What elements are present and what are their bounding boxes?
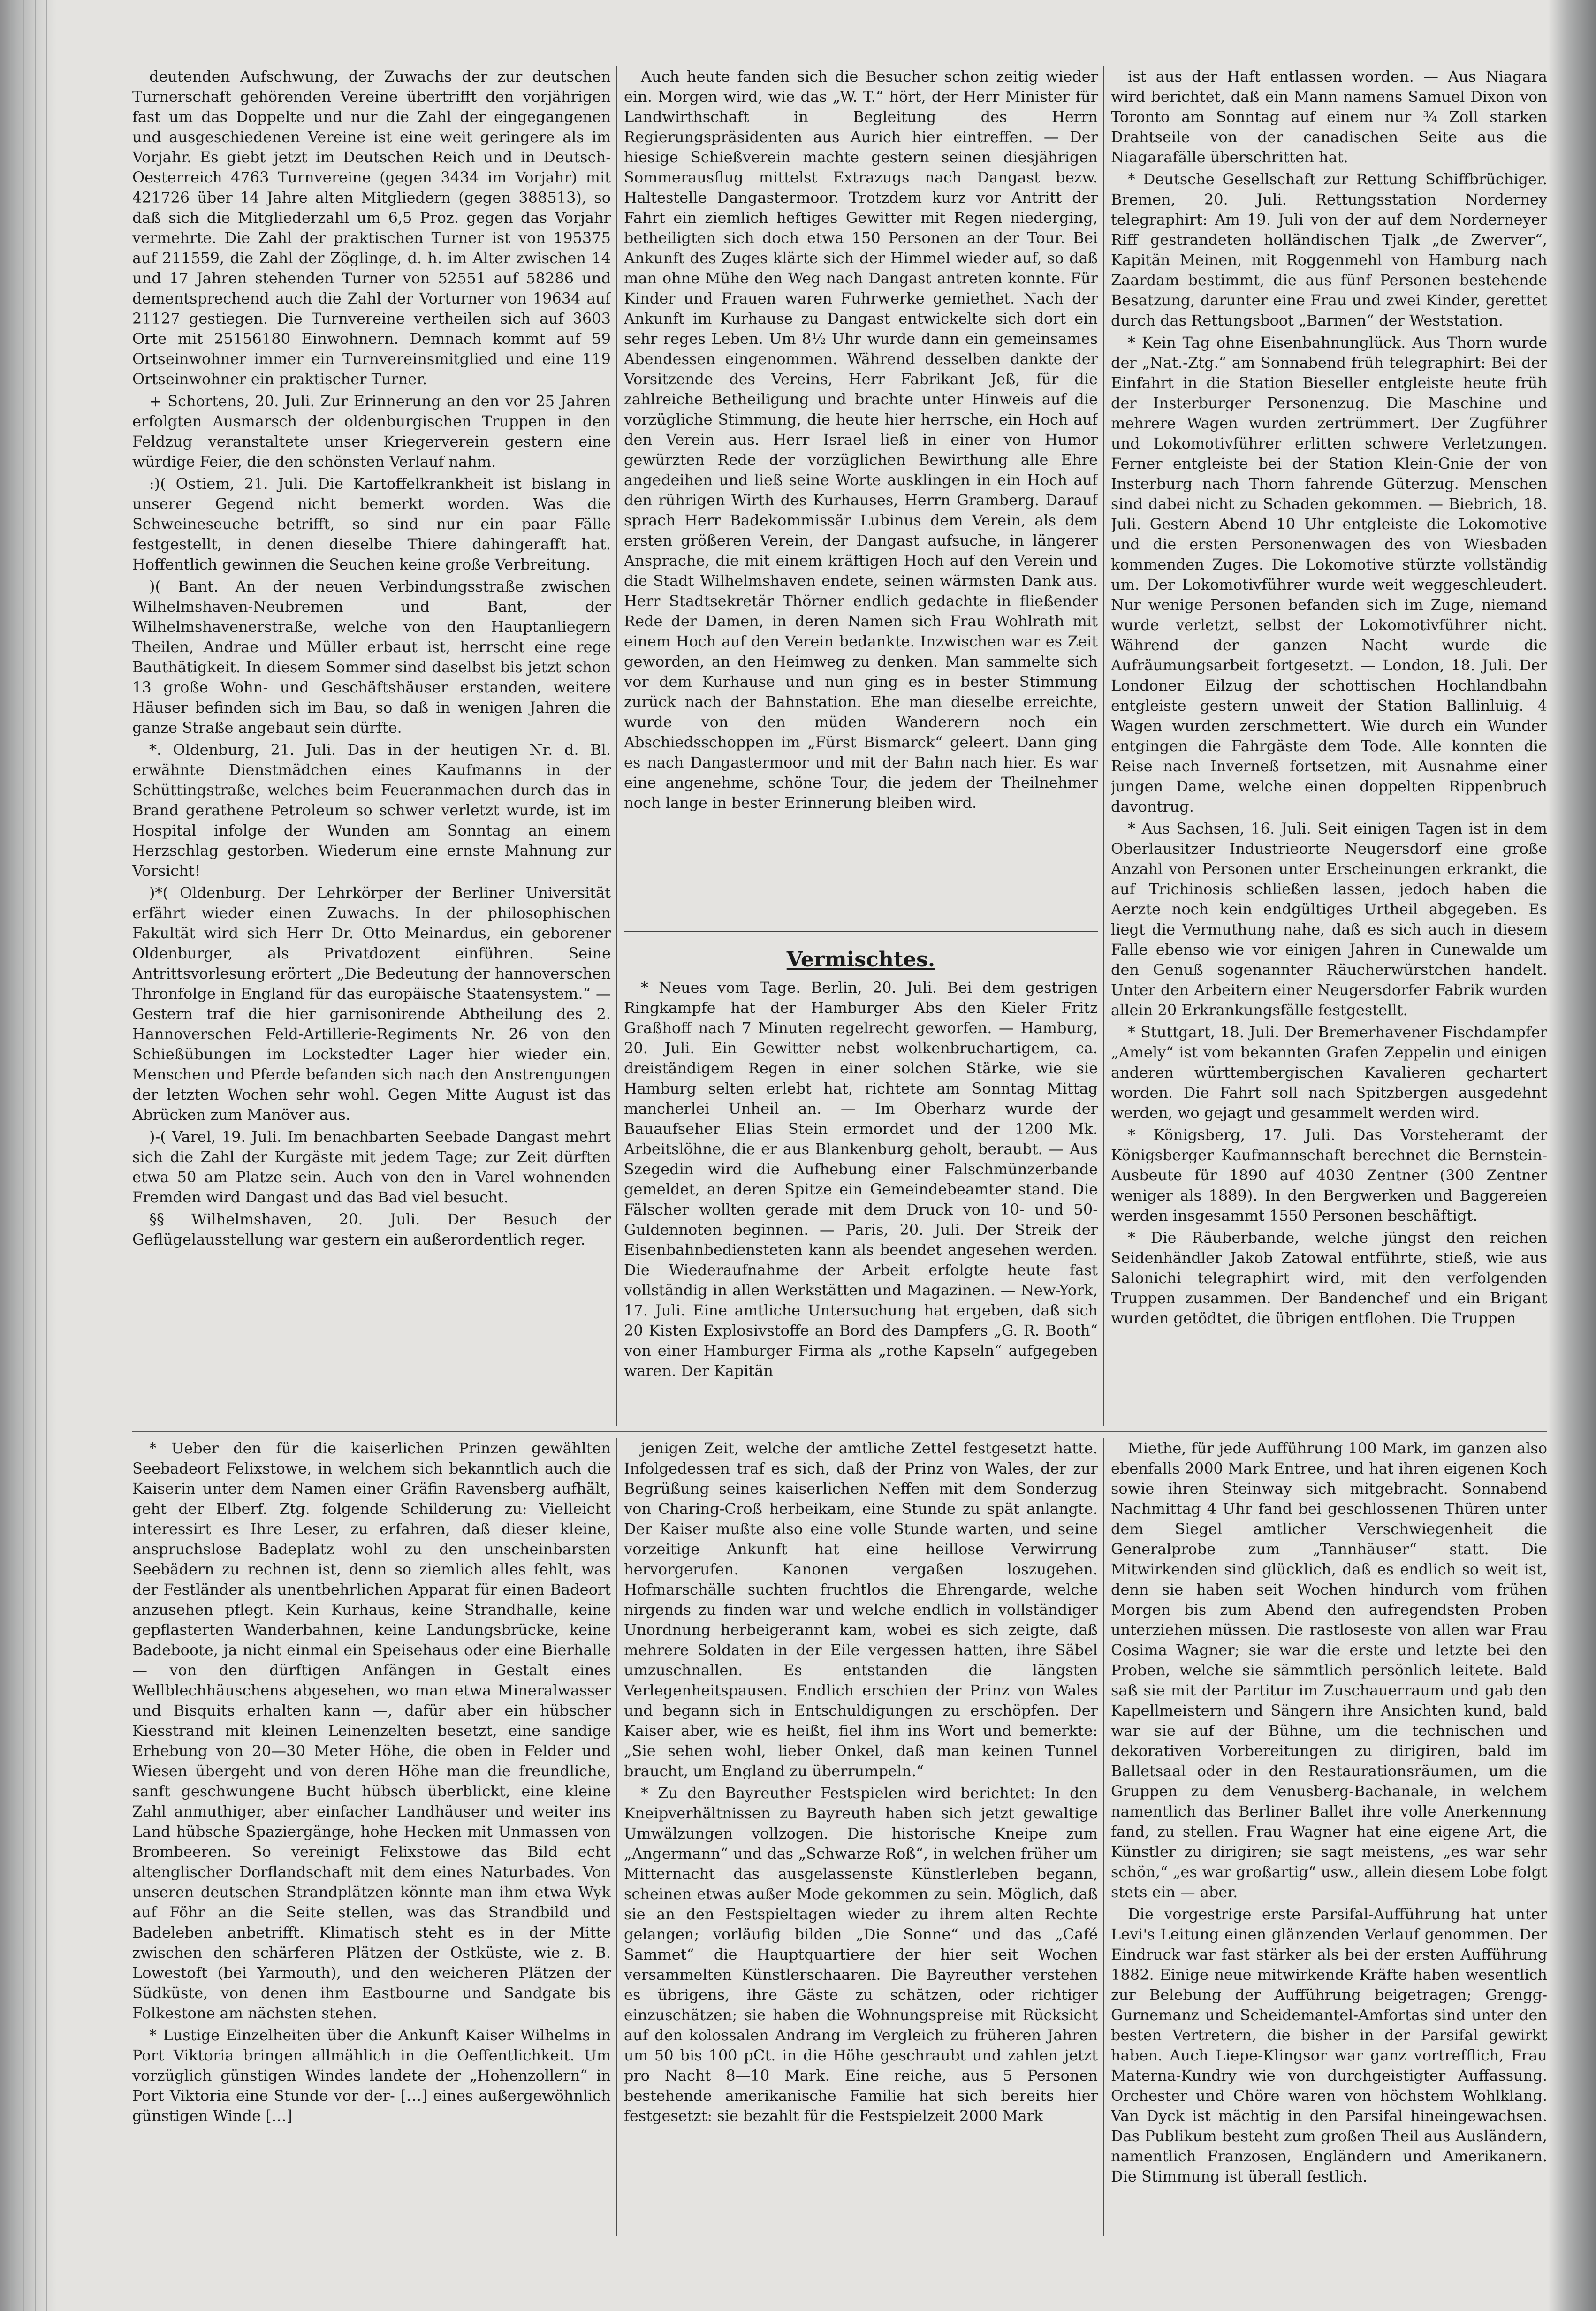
page-edge-line: [35, 0, 36, 2311]
article-paragraph: * Deutsche Gesellschaft zur Rettung Schiffbrüchiger. Bremen, 20. Juli. Rettungsstation Norderney telegraphirt: Am 19. Juli von der auf dem Norderneyer Riff gestrandeten holländischen Tjalk „de Zwerver“, Kapitän Meinen, mit Roggenmehl von Hamburg nach Zaardam bestimmt, die aus fünf Personen bestehende Besatzung, darunter eine Frau und zwei Kinder, gerettet durch das Rettungsboot „Barmen“ der Weststation.: [1111, 170, 1547, 329]
article-paragraph: * Zu den Bayreuther Festspielen wird berichtet: In den Kneipverhältnissen zu Bayreuth haben sich jetzt gewaltige Umwälzungen vollzogen. Die historische Kneipe zum „Angermann“ und das „Schwarze Roß“, in welchen früher um Mitternacht das ausgelassenste Künstlerleben begann, scheinen etwas außer Mode gekommen zu sein. Möglich, daß sie an den Festspieltagen wieder zu ihrem alten Rechte gelangen; vorläufig bilden „Die Sonne“ und das „Café Sammet“ die Hauptquartiere der hier seit Wochen versammelten Künstlerschaaren. Die Bayreuther verstehen es übrigens, ihre Gäste zu schätzen, oder richtiger einzuschätzen; sie haben die Wohnungspreise mit Rücksicht auf den kolossalen Andrang im Vergleich zu früheren Jahren um 50 bis 100 pCt. in die Höhe geschraubt und zahlen jetzt pro Nacht 8—10 Mark. Eine reiche, aus 5 Personen bestehende amerikanische Familie hat sich bereits hier festgesetzt: sie bezahlt für die Festspielzeit 2000 Mark: [624, 1784, 1098, 2125]
column-divider: [1103, 1438, 1104, 2236]
section-heading: Vermischtes.: [786, 948, 935, 972]
article-paragraph: )-( Varel, 19. Juli. Im benachbarten Seebade Dangast mehrt sich die Zahl der Kurgäste mit jedem Tage; zur Zeit dürften etwa 50 am Platze sein. Auch von den in Varel wohnenden Fremden wird Dangast und das Bad viel besucht.: [132, 1128, 611, 1206]
column-divider: [616, 66, 617, 1426]
article-paragraph: jenigen Zeit, welche der amtliche Zettel festgesetzt hatte. Infolgedessen traf es sich, daß der Prinz von Wales, der zur Begrüßung seines kaiserlichen Neffen mit dem Sonderzug von Charing-Croß herbeikam, eine Stunde zu spät anlangte. Der Kaiser mußte also eine volle Stunde warten, und seine vorzeitige Ankunft hat eine heillose Verwirrung hervorgerufen. Kanonen vergaßen loszugehen. Hofmarschälle suchten fruchtlos die Ehrengarde, welche nirgends zu finden war und welche endlich in vollständiger Unordnung herbeigerannt kam, wobei es sich zeigte, daß mehrere Soldaten in der Eile vergessen hatten, ihre Säbel umzuschnallen. Es entstanden die längsten Verlegenheitspausen. Endlich erschien der Prinz von Wales und begann sich in Entschuldigungen zu erschöpfen. Der Kaiser aber, wie es heißt, fiel ihm ins Wort und bemerkte: „Sie sehen wohl, lieber Onkel, daß man keinen Tunnel braucht, um England zu überrumpeln.“: [624, 1439, 1098, 1780]
column-2-local-news: [624, 67, 1098, 925]
article-paragraph: *. Oldenburg, 21. Juli. Das in der heutigen Nr. d. Bl. erwähnte Dienstmädchen eines Kaufmanns in der Schüttingstraße, welches beim Feueranmachen durch das in Brand gerathene Petroleum so schwer verletzt wurde, ist im Hospital infolge der Wunden am Sonntag an einem Herzschlag gestorben. Wiederum eine ernste Mahnung zur Vorsicht!: [132, 741, 611, 880]
page-stack-edge-left: [0, 0, 56, 2311]
page-edge-line: [23, 0, 24, 2311]
article-paragraph: ist aus der Haft entlassen worden. — Aus Niagara wird berichtet, daß ein Mann namens Samuel Dixon von Toronto am Sonntag auf einem nur ¾ Zoll starken Drahtseile von der canadischen Seite aus die Niagarafälle überschritten hat.: [1111, 68, 1547, 166]
column-4-feuilleton: [132, 1438, 611, 2231]
column-6-feuilleton: [1111, 1438, 1547, 2231]
article-paragraph: * Königsberg, 17. Juli. Das Vorsteheramt der Königsberger Kaufmannschaft berechnet die Bernstein-Ausbeute für 1890 auf 4030 Zentner (300 Zentner weniger als 1889). In den Bergwerken und Baggereien werden insgesammt 1550 Personen beschäftigt.: [1111, 1126, 1547, 1224]
article-paragraph: Die vorgestrige erste Parsifal-Aufführung hat unter Levi's Leitung einen glänzenden Verlauf genommen. Der Eindruck war fast stärker als bei der ersten Aufführung 1882. Einige neue mitwirkende Kräfte haben wesentlich zur Belebung der Aufführung beigetragen; Grengg-Gurnemanz und Scheidemantel-Amfortas sind unter den besten Vertretern, die bisher in der Parsifal gewirkt haben. Auch Liepe-Klingsor war ganz vortrefflich, Frau Materna-Kundry wie von durchgeistigter Auffassung. Orchester und Chöre waren von höchstem Wohlklang. Van Dyck ist mächtig in den Parsifal hineingewachsen. Das Publikum besteht zum großen Theil aus Ausländern, namentlich Franzosen, Engländern und Amerikanern. Die Stimmung ist überall festlich.: [1111, 1905, 1547, 2185]
column-2-vermischtes: [624, 944, 1098, 1418]
article-paragraph: * Lustige Einzelheiten über die Ankunft Kaiser Wilhelms in Port Viktoria bringen allmählich in die Oeffentlichkeit. Um vorzüglich günstigen Windes landete der „Hohenzollern“ in Port Viktoria eine Stunde vor der- […] eines außergewöhnlich günstigen Winde […]: [132, 2026, 611, 2125]
section-rule: [624, 931, 1098, 932]
article-paragraph: * Aus Sachsen, 16. Juli. Seit einigen Tagen ist in dem Oberlausitzer Industrieorte Neugersdorf eine große Anzahl von Personen unter Erscheinungen erkrankt, die auf Trichinosis schließen lassen, jedoch haben die Aerzte noch kein endgültiges Urtheil abgegeben. Es liegt die Vermuthung nahe, daß es sich auch in diesem Falle ebenso wie vor einigen Jahren in Cunewalde um den Genuß sogenannter Räucherwürstchen handelt. Unter den Arbeitern einer Neugersdorfer Fabrik wurden allein 20 Erkrankungsfälle festgestellt.: [1111, 820, 1547, 1019]
article-paragraph: * Neues vom Tage. Berlin, 20. Juli. Bei dem gestrigen Ringkampfe hat der Hamburger Abs den Kieler Fritz Graßhoff nach 7 Minuten regelrecht geworfen. — Hamburg, 20. Juli. Ein Gewitter nebst wolkenbruchartigem, ca. dreiständigem Regen in einer solchen Stärke, wie sie Hamburg selten erlebt hat, richtete am Sonntag Mittag mancherlei Unheil an. — Im Oberharz wurde der Bauaufseher Elias Stein ermordet und der 1200 Mk. Arbeitslöhne, die er aus Blankenburg geholt, beraubt. — Aus Szegedin wird die Aufhebung einer Falschmünzerbande gemeldet, an deren Spitze ein Gemeindebeamter stand. Die Fälscher wollten gerade mit dem Druck von 10- und 50-Guldennoten beginnen. — Paris, 20. Juli. Der Streik der Eisenbahnbediensteten kann als beendet angesehen werden. Die Wiederaufnahme der Arbeit erfolgte heute fast vollständig in allen Werkstätten und Magazinen. — New-York, 17. Juli. Eine amtliche Untersuchung hat ergeben, daß sich 20 Kisten Explosivstoffe an Bord des Dampfers „G. R. Booth“ von einer Hamburger Firma als „rothe Kapseln“ aufgegeben waren. Der Kapitän: [624, 979, 1098, 1380]
column-3-vermischtes: [1111, 67, 1547, 1427]
feuilleton-rule: [132, 1431, 1547, 1432]
article-paragraph: §§ Wilhelmshaven, 20. Juli. Der Besuch der Geflügelausstellung war gestern ein außerordentlich reger.: [132, 1210, 611, 1248]
page-edge-line: [10, 0, 12, 2311]
article-paragraph: deutenden Aufschwung, der Zuwachs der zur deutschen Turnerschaft gehörenden Vereine übertrifft den vorjährigen fast um das Doppelte und nur die Zahl der eingegangenen und ausgeschiedenen Vereine ist eine weit geringere als im Vorjahr. Es giebt jetzt im Deutschen Reich und in Deutsch-Oesterreich 4763 Turnvereine (gegen 3434 im Vorjahr) mit 421726 über 14 Jahre alten Mitgliedern (gegen 388513), so daß sich die Mitgliederzahl um 6,5 Proz. gegen das Vorjahr vermehrte. Die Zahl der praktischen Turner ist von 195375 auf 211559, die Zahl der Zöglinge, d. h. im Alter zwischen 14 und 17 Jahren stehenden Turner von 52551 auf 58286 und dementsprechend auch die Zahl der Vorturner von 19634 auf 21127 gestiegen. Die Turnvereine vertheilen sich auf 3603 Orte mit 25156180 Einwohnern. Demnach kommt auf 59 Ortseinwohner immer ein Turnvereinsmitglied und eine 119 Ortseinwohner ein praktischer Turner.: [132, 68, 611, 388]
article-paragraph: * Die Räuberbande, welche jüngst den reichen Seidenhändler Jakob Zatowal entführte, stieß, wie aus Salonichi telegraphirt wird, mit den verfolgenden Truppen zusammen. Der Bandenchef und ein Brigant wurden getödtet, die übrigen entflohen. Die Truppen: [1111, 1229, 1547, 1327]
article-paragraph: * Stuttgart, 18. Juli. Der Bremerhavener Fischdampfer „Amely“ ist vom bekannten Grafen Zeppelin und einigen anderen württembergischen Kavalieren gechartert worden. Die Fahrt soll nach Spitzbergen ausgedehnt werden, wo gejagt und gesammelt werden wird.: [1111, 1023, 1547, 1122]
article-paragraph: )*( Oldenburg. Der Lehrkörper der Berliner Universität erfährt wieder einen Zuwachs. In der philosophischen Fakultät wird sich Herr Dr. Otto Meinardus, ein geborener Oldenburger, als Privatdozent einführen. Seine Antrittsvorlesung erörtert „Die Bedeutung der hannoverschen Thronfolge in England für das europäische Staatensystem.“ — Gestern traf die hier garnisonirende Abtheilung des 2. Hannoverschen Feld-Artillerie-Regiments Nr. 26 von den Schießübungen im Lockstedter Lager hier wieder ein. Menschen und Pferde befanden sich nach den Anstrengungen der letzten Wochen sehr wohl. Gegen Mitte August ist das Abrücken zum Manöver aus.: [132, 884, 611, 1124]
page-edge-right: [1548, 0, 1596, 2311]
article-paragraph: Auch heute fanden sich die Besucher schon zeitig wieder ein. Morgen wird, wie das „W. T.“ hört, der Herr Minister für Landwirthschaft in Begleitung des Herrn Regierungspräsidenten aus Aurich hier eintreffen. — Der hiesige Schießverein machte gestern seinen diesjährigen Sommerausflug mittelst Extrazugs nach Dangast bezw. Haltestelle Dangastermoor. Trotzdem kurz vor Antritt der Fahrt ein ziemlich heftiges Gewitter mit Regen niederging, betheiligten sich doch etwa 150 Personen an der Tour. Bei Ankunft des Zuges klärte sich der Himmel wieder auf, so daß man ohne Mühe den Weg nach Dangast antreten konnte. Für Kinder und Frauen waren Fuhrwerke gemiethet. Nach der Ankunft im Kurhause zu Dangast entwickelte sich dort ein sehr reges Leben. Um 8½ Uhr wurde dann ein gemeinsames Abendessen eingenommen. Während desselben dankte der Vorsitzende des Vereins, Herr Fabrikant Jeß, für die zahlreiche Betheiligung und brachte unter Hinweis auf die vorzügliche Stimmung, die heute hier herrsche, ein Hoch auf den Verein aus. Herr Israel ließ in einer von Humor gewürzten Rede der vorzüglichen Bewirthung alle Ehre angedeihen und ließ seine Worte ausklingen in ein Hoch auf den rührigen Wirth des Kurhauses, Herrn Gramberg. Darauf sprach Herr Badekommissär Lubinus dem Verein, als dem ersten größeren Verein, der Dangast aufsuche, in längerer Ansprache, die mit einem kräftigen Hoch auf den Verein und die Stadt Wilhelmshaven endete, seinen wärmsten Dank aus. Herr Stadtsekretär Thörner endlich gedachte in fließender Rede der Damen, in deren Namen sich Frau Wohlrath mit einem Hoch auf den Verein bedankte. Inzwischen war es Zeit geworden, an den Heimweg zu denken. Man sammelte sich vor dem Kurhause und nun ging es in bester Stimmung zurück nach der Bahnstation. Ehe man dieselbe erreichte, wurde von den müden Wanderern noch ein Abschiedsschoppen im „Fürst Bismarck“ geleert. Dann ging es nach Dangastermoor und mit der Bahn nach hier. Es war eine angenehme, schöne Tour, die jedem der Theilnehmer noch lange in bester Erinnerung bleiben wird.: [624, 68, 1098, 812]
column-1-local-news: [132, 67, 611, 1427]
article-paragraph: + Schortens, 20. Juli. Zur Erinnerung an den vor 25 Jahren erfolgten Ausmarsch der oldenburgischen Truppen in den Feldzug veranstaltete unser Kriegerverein gestern eine würdige Feier, die den schönsten Verlauf nahm.: [132, 392, 611, 471]
article-paragraph: )( Bant. An der neuen Verbindungsstraße zwischen Wilhelmshaven-Neubremen und Bant, der Wilhelmshavenerstraße, welche von den Hauptanliegern Theilen, Andrae und Müller erbaut ist, herrscht eine rege Bauthätigkeit. In diesem Sommer sind daselbst bis jetzt schon 13 große Wohn- und Geschäftshäuser erstanden, weitere Häuser befinden sich im Bau, so daß in wenigen Jahren die ganze Straße angebaut sein dürfte.: [132, 578, 611, 737]
column-divider: [1103, 66, 1104, 1426]
article-paragraph: :)( Ostiem, 21. Juli. Die Kartoffelkrankheit ist bislang in unserer Gegend nicht bemerkt worden. Was die Schweineseuche betrifft, so sind nur ein paar Fälle festgestellt, in denen dieselbe Thiere dahingerafft hat. Hoffentlich gewinnen die Seuchen keine große Verbreitung.: [132, 475, 611, 573]
article-paragraph: * Ueber den für die kaiserlichen Prinzen gewählten Seebadeort Felixstowe, in welchem sich bekanntlich auch die Kaiserin unter dem Namen einer Gräfin Ravensberg aufhält, geht der Elberf. Ztg. folgende Schilderung zu: Vielleicht interessirt es Ihre Leser, zu erfahren, daß dieser kleine, anspruchslose Badeplatz wohl zu den unscheinbarsten Seebädern zu rechnen ist, denn so ziemlich alles fehlt, was der Festländer als unentbehrlichen Apparat für einen Badeort anzusehen pflegt. Kein Kurhaus, keine Strandhalle, keine gepflasterten Wanderbahnen, keine Landungsbrücke, keine Badeboote, ja nicht einmal ein Speisehaus oder eine Bierhalle — von den dürftigen Anfängen in Gestalt eines Wellblechhäuschens abgesehen, wo man etwa Mineralwasser und Bisquits erhalten kann —, dafür aber ein hübscher Kiesstrand mit kleinen Leinenzelten besetzt, eine sandige Erhebung von 20—30 Meter Höhe, die oben in Felder und Wiesen übergeht und von deren Höhe man die freundliche, sanft geschwungene Bucht hübsch überblickt, eine kleine Zahl anmuthiger, aber einfacher Landhäuser und weiter ins Land hübsche Spaziergänge, hohe Hecken mit Unmassen von Brombeeren. So vereinigt Felixstowe das Bild echt altenglischer Dorflandschaft mit dem eines Naturbades. Von unseren deutschen Strandplätzen könnte man ihm etwa Wyk auf Föhr an die Seite stellen, was das Strandbild und Badeleben anbetrifft. Klimatisch steht es in der Mitte zwischen den schärferen Plätzen der Ostküste, wie z. B. Lowestoft (bei Yarmouth), und den weicheren Plätzen der Südküste, von denen ihm Eastbourne und Sandgate bis Folkestone am nächsten stehen.: [132, 1439, 611, 2022]
page-edge-line: [46, 0, 47, 2311]
article-paragraph: * Kein Tag ohne Eisenbahnunglück. Aus Thorn wurde der „Nat.-Ztg.“ am Sonnabend früh telegraphirt: Bei der Einfahrt in die Station Bieseller entgleiste heute früh der Insterburger Personenzug. Die Maschine und mehrere Wagen wurden zertrümmert. Der Zugführer und Lokomotivführer erlitten schwere Verletzungen. Ferner entgleiste bei der Station Klein-Gnie der von Insterburg nach Thorn fahrende Güterzug. Menschen sind dabei nicht zu Schaden gekommen. — Biebrich, 18. Juli. Gestern Abend 10 Uhr entgleiste die Lokomotive und die ersten Personenwagen des von Wiesbaden kommenden Zuges. Die Lokomotive stürzte vollständig um. Der Lokomotivführer wurde weit weggeschleudert. Nur wenige Personen befanden sich im Zuge, niemand wurde verletzt, selbst der Lokomotivführer nicht. Während der ganzen Nacht wurde die Aufräumungsarbeit fortgesetzt. — London, 18. Juli. Der Londoner Eilzug der schottischen Hochlandbahn entgleiste gestern unweit der Station Ballinluig. 4 Wagen wurden zerschmettert. Wie durch ein Wunder entgingen die Fahrgäste dem Tode. Alle konnten die Reise nach Inverneß fortsetzen, mit Ausnahme einer jungen Dame, welche einen doppelten Rippenbruch davontrug.: [1111, 334, 1547, 815]
column-divider: [616, 1438, 617, 2236]
article-paragraph: Miethe, für jede Aufführung 100 Mark, im ganzen also ebenfalls 2000 Mark Entree, und hat ihren eigenen Koch sowie ihren Steinway sich mitgebracht. Sonnabend Nachmittag 4 Uhr fand bei geschlossenen Thüren unter dem Siegel amtlicher Verschwiegenheit die Generalprobe zum „Tannhäuser“ statt. Die Mitwirkenden sind glücklich, daß es endlich so weit ist, denn sie haben seit Wochen hindurch vom frühen Morgen bis zum Abend den aufregendsten Proben unterziehen müssen. Die rastloseste von allen war Frau Cosima Wagner; sie war die erste und letzte bei den Proben, welche sie sämmtlich persönlich leitete. Bald saß sie mit der Partitur im Zuschauerraum und gab den Kapellmeistern und Sängern ihre Ansichten kund, bald war sie auf der Bühne, um die technischen und dekorativen Vorbereitungen zu dirigiren, bald im Balletsaal oder in den Restaurationsräumen, um die Gruppen zu dem Venusberg-Bachanale, in welchem namentlich das Berliner Ballet ihre volle Anerkennung fand, zu stellen. Frau Wagner hat eine eigene Art, die Künstler zu dirigiren; sie sagt meistens, „es war sehr schön,“ „es war großartig“ usw., allein diesem Lobe folgt stets ein — aber.: [1111, 1439, 1547, 1901]
column-5-feuilleton: [624, 1438, 1098, 2231]
